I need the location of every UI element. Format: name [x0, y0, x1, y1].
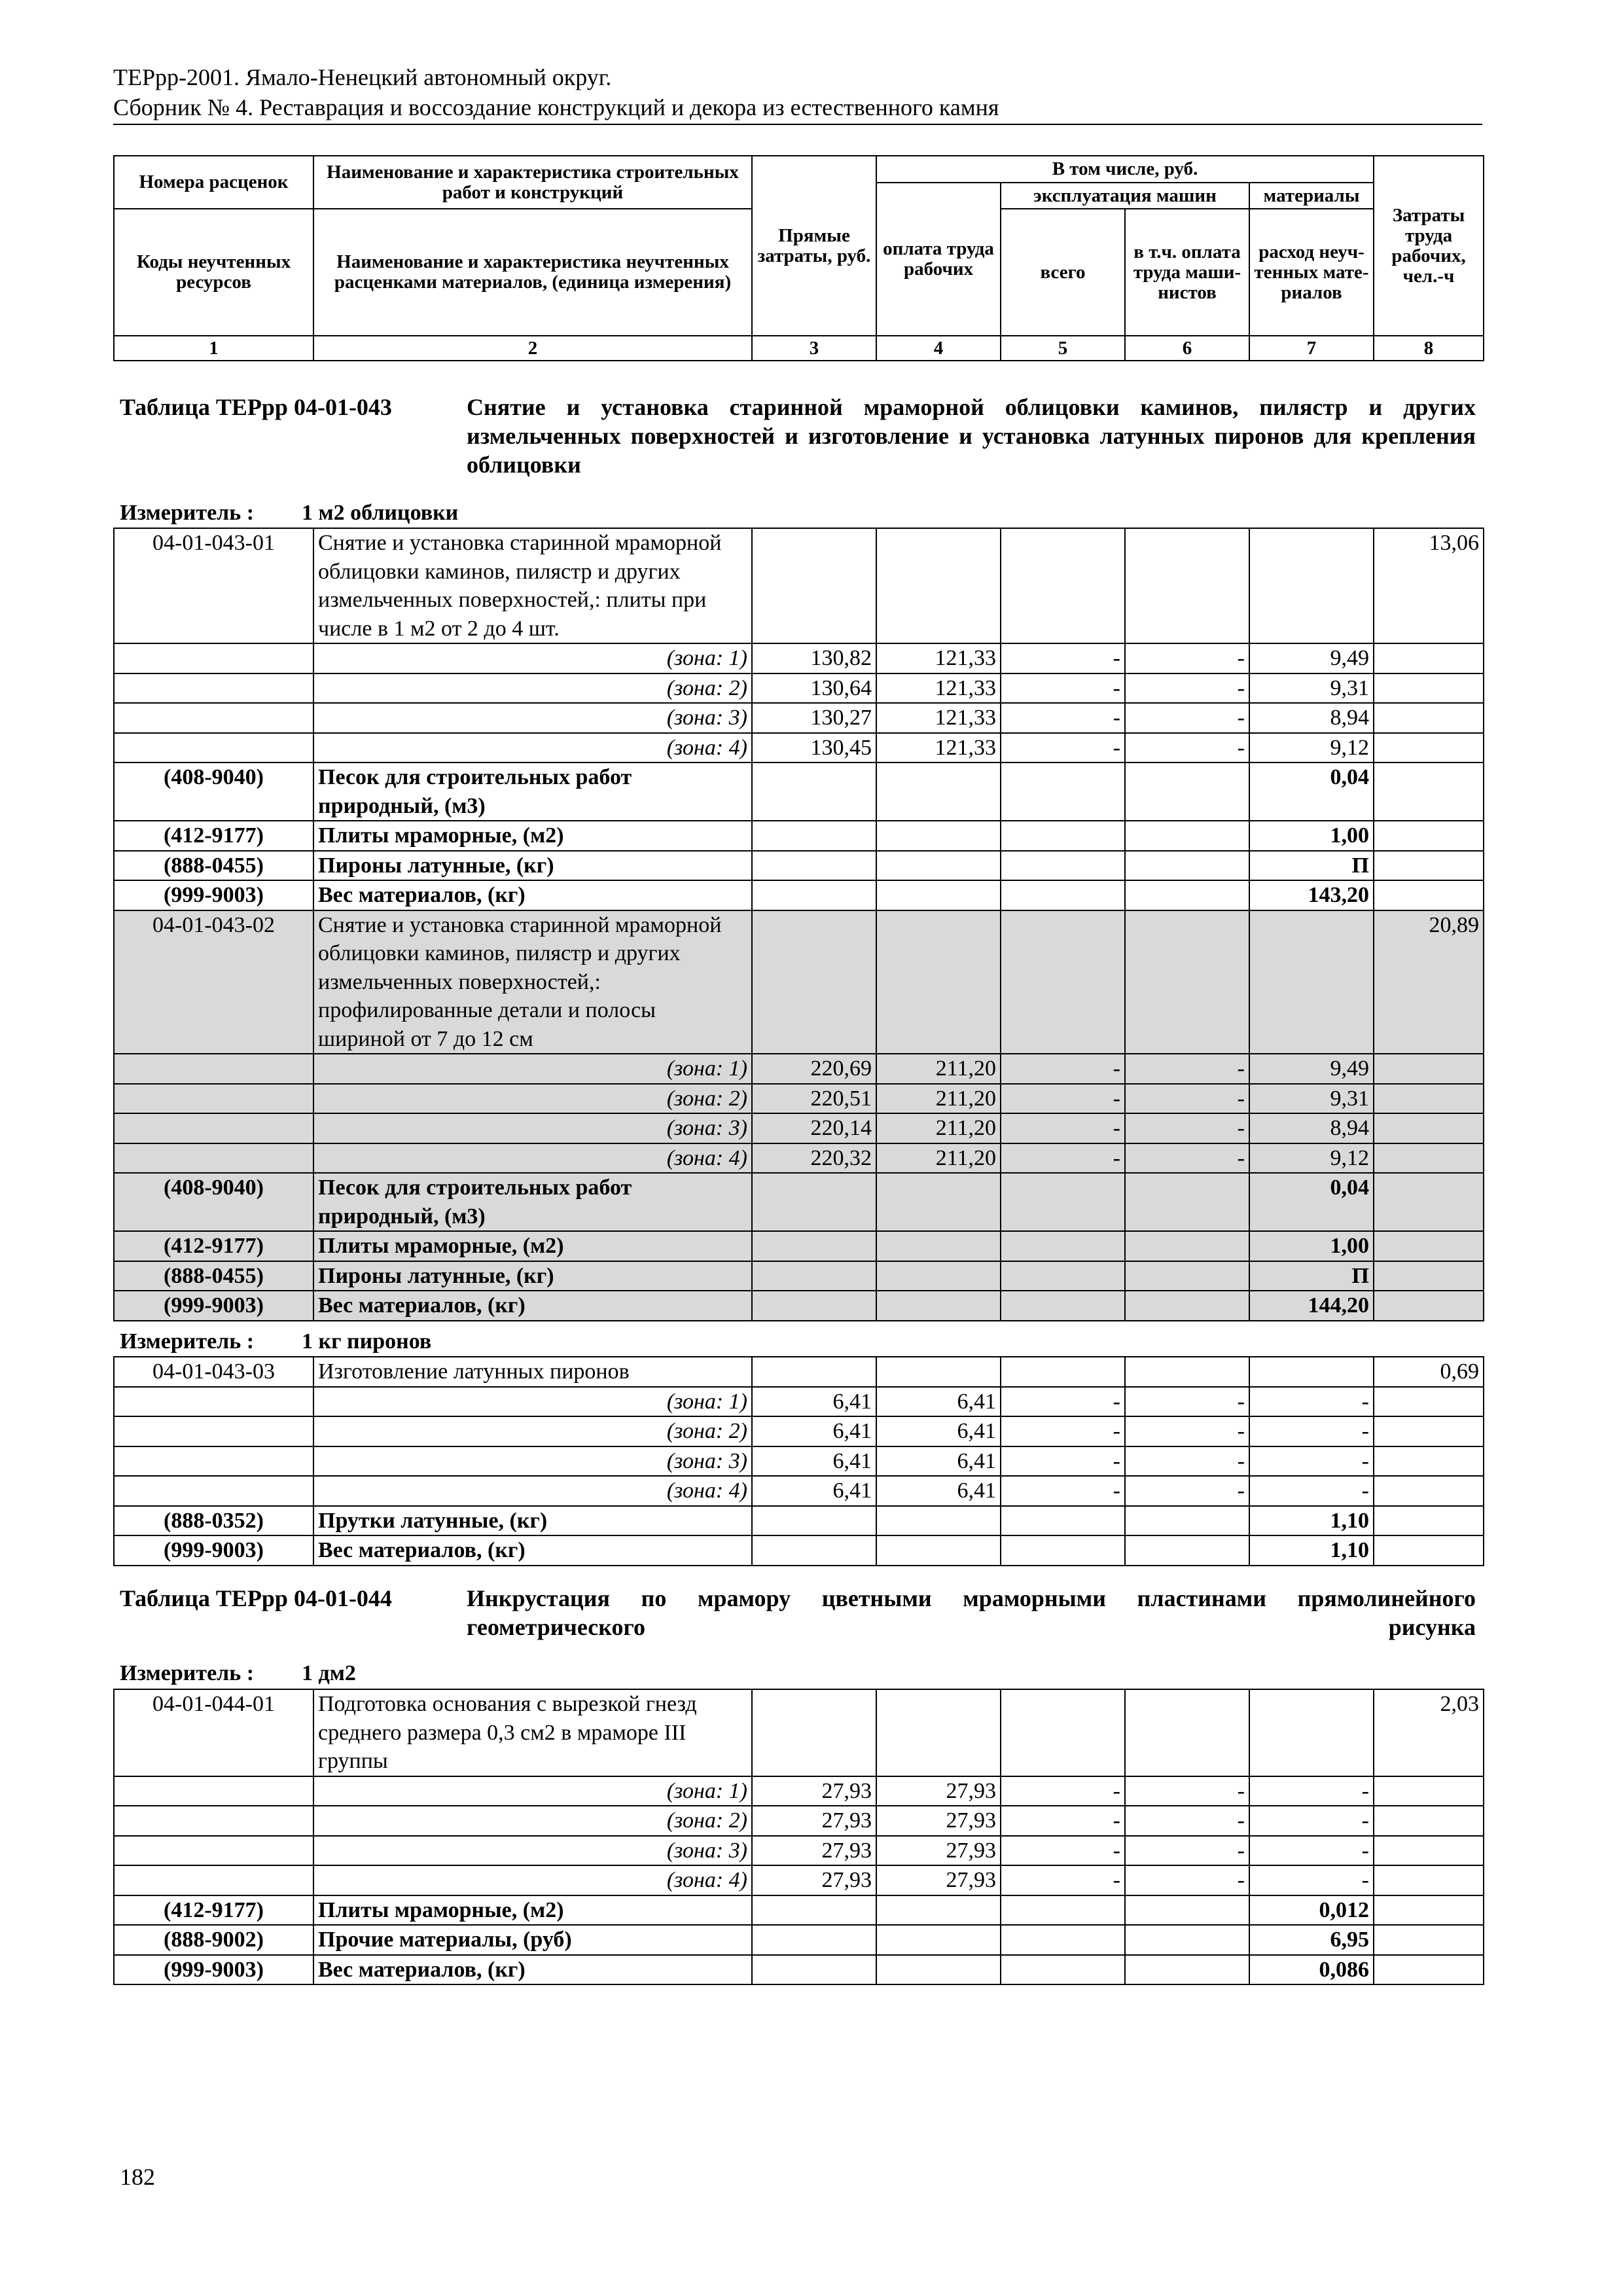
labor-pay-value: 27,93	[876, 1865, 1001, 1895]
labor-pay-value: 6,41	[876, 1446, 1001, 1477]
resource-qty: 144,20	[1249, 1291, 1374, 1321]
resource-code: (888-0352)	[114, 1506, 313, 1536]
zone-label: (зона: 1)	[313, 1387, 752, 1417]
resource-name: Вес материалов, (кг)	[313, 1535, 752, 1566]
table-label: Таблица ТЕРрр 04-01-043	[120, 394, 392, 420]
direct-costs-value: 220,32	[752, 1143, 876, 1174]
zone-label: (зона: 1)	[313, 1776, 752, 1806]
machine-total-value: -	[1001, 1113, 1125, 1143]
resource-name: Плиты мраморные, (м2)	[313, 1231, 752, 1261]
col-num: 4	[876, 336, 1001, 361]
zone-label: (зона: 4)	[313, 1865, 752, 1895]
resource-row	[114, 1261, 1484, 1291]
labor-pay-value: 27,93	[876, 1776, 1001, 1806]
measurement-unit	[120, 1329, 431, 1355]
col-num: 1	[114, 336, 313, 361]
col-incl: В том числе, руб.	[876, 156, 1374, 183]
resource-name: Вес материалов, (кг)	[313, 1291, 752, 1321]
resource-name: Прутки латунные, (кг)	[313, 1506, 752, 1536]
table-row	[114, 1446, 1484, 1477]
table-row	[114, 703, 1484, 733]
materials-value: -	[1249, 1446, 1374, 1477]
zone-label: (зона: 1)	[313, 1054, 752, 1084]
table-row	[114, 528, 1484, 643]
machine-labor-value: -	[1125, 733, 1249, 763]
resource-name: Плиты мраморные, (м2)	[313, 1895, 752, 1926]
resource-code: (412-9177)	[114, 821, 313, 851]
table-row	[114, 673, 1484, 704]
table-row	[114, 1113, 1484, 1143]
page-number: 182	[120, 2164, 155, 2190]
machine-total-value: -	[1001, 1776, 1125, 1806]
direct-costs-value: 220,51	[752, 1084, 876, 1114]
rate-code: 04-01-043-01	[114, 528, 313, 643]
materials-value: -	[1249, 1387, 1374, 1417]
direct-costs-value: 130,27	[752, 703, 876, 733]
labor-pay-value: 211,20	[876, 1143, 1001, 1174]
materials-value: -	[1249, 1416, 1374, 1446]
labor-pay-value: 6,41	[876, 1416, 1001, 1446]
rate-description: Снятие и установка старинной мраморной облицовки каминов, пилястр и других измельченных поверхностей,: профилированные детали и полосы шириной от 7 до 12 см	[313, 910, 752, 1054]
labor-pay-value: 121,33	[876, 673, 1001, 704]
resource-code: (412-9177)	[114, 1231, 313, 1261]
resource-qty: 143,20	[1249, 880, 1374, 910]
table-row	[114, 910, 1484, 1054]
materials-value: 9,31	[1249, 673, 1374, 704]
table-title-044	[120, 1584, 1476, 1641]
materials-value: -	[1249, 1836, 1374, 1866]
materials-value: -	[1249, 1865, 1374, 1895]
direct-costs-value: 6,41	[752, 1416, 876, 1446]
machine-labor-value: -	[1125, 1836, 1249, 1866]
col-materials: материалы	[1249, 183, 1374, 209]
machine-labor-value: -	[1125, 1113, 1249, 1143]
col-num: 3	[752, 336, 876, 361]
col-res-name: Наименование и характеристика неучтенных расценками материалов, (единица измерения)	[313, 209, 752, 336]
resource-row	[114, 1291, 1484, 1321]
rate-code: 04-01-043-02	[114, 910, 313, 1054]
machine-labor-value: -	[1125, 643, 1249, 673]
table-row	[114, 1689, 1484, 1776]
table-title-text: Снятие и установка старинной мраморной облицовки каминов, пилястр и других измельченных поверхностей и изготовление и установка латунных пиронов для крепления облицовки	[467, 394, 1476, 478]
resource-name: Пироны латунные, (кг)	[313, 1261, 752, 1291]
col-labor-pay: оплата труда рабочих	[876, 183, 1001, 336]
machine-total-value: -	[1001, 643, 1125, 673]
column-header-table	[113, 155, 1484, 361]
resource-row	[114, 1925, 1484, 1955]
zone-label: (зона: 2)	[313, 1806, 752, 1836]
table-row	[114, 1806, 1484, 1836]
zone-label: (зона: 4)	[313, 1143, 752, 1174]
resource-code: (999-9003)	[114, 1955, 313, 1985]
machine-labor-value: -	[1125, 1446, 1249, 1477]
table-row	[114, 1416, 1484, 1446]
resource-row	[114, 1895, 1484, 1926]
resource-row	[114, 1231, 1484, 1261]
resource-code: (999-9003)	[114, 1291, 313, 1321]
labor-pay-value: 6,41	[876, 1387, 1001, 1417]
labor-pay-value: 211,20	[876, 1084, 1001, 1114]
direct-costs-value: 220,14	[752, 1113, 876, 1143]
resource-qty: 0,04	[1249, 1173, 1374, 1231]
rate-description: Подготовка основания с вырезкой гнезд среднего размера 0,3 см2 в мраморе III группы	[313, 1689, 752, 1776]
machine-labor-value: -	[1125, 1865, 1249, 1895]
header-line-1: ТЕРрр-2001. Ямало-Ненецкий автономный округ.	[113, 64, 612, 90]
direct-costs-value: 6,41	[752, 1476, 876, 1506]
labor-costs-value: 0,69	[1374, 1357, 1484, 1387]
direct-costs-value: 27,93	[752, 1836, 876, 1866]
resource-name: Песок для строительных работ природный, (м3)	[313, 762, 752, 821]
header-rule	[113, 124, 1482, 125]
rate-description: Снятие и установка старинной мраморной облицовки каминов, пилястр и других измельченных поверхностей,: плиты при числе в 1 м2 от 2 до 4 шт.	[313, 528, 752, 643]
running-header	[113, 62, 1482, 125]
machine-labor-value: -	[1125, 1387, 1249, 1417]
resource-name: Пироны латунные, (кг)	[313, 851, 752, 881]
col-num: 2	[313, 336, 752, 361]
col-machine-total: всего	[1001, 209, 1125, 336]
resource-name: Прочие материалы, (руб)	[313, 1925, 752, 1955]
resource-code: (408-9040)	[114, 1173, 313, 1231]
table-title-text: Инкрустация по мрамору цветными мраморными пластинами прямолинейного геометрического рисунка	[467, 1585, 1476, 1640]
table-row	[114, 1476, 1484, 1506]
labor-costs-value: 20,89	[1374, 910, 1484, 1054]
materials-value: -	[1249, 1476, 1374, 1506]
resource-row	[114, 821, 1484, 851]
col-num: 8	[1374, 336, 1484, 361]
machine-total-value: -	[1001, 1416, 1125, 1446]
materials-value: -	[1249, 1776, 1374, 1806]
labor-pay-value: 121,33	[876, 733, 1001, 763]
resource-code: (999-9003)	[114, 1535, 313, 1566]
zone-label: (зона: 3)	[313, 1836, 752, 1866]
zone-label: (зона: 3)	[313, 703, 752, 733]
direct-costs-value: 6,41	[752, 1446, 876, 1477]
machine-total-value: -	[1001, 703, 1125, 733]
resource-row	[114, 1955, 1484, 1985]
table-row	[114, 1387, 1484, 1417]
labor-costs-value: 2,03	[1374, 1689, 1484, 1776]
resource-qty: 1,00	[1249, 821, 1374, 851]
resource-row	[114, 1173, 1484, 1231]
machine-total-value: -	[1001, 1836, 1125, 1866]
col-labor-costs: Затраты труда рабочих, чел.-ч	[1374, 156, 1484, 336]
col-work-name: Наименование и характеристика строительных работ и конструкций	[313, 156, 752, 209]
machine-total-value: -	[1001, 673, 1125, 704]
direct-costs-value: 27,93	[752, 1806, 876, 1836]
meter-value: 1 дм2	[302, 1661, 356, 1685]
meter-label: Измеритель :	[120, 501, 255, 525]
resource-qty: 0,04	[1249, 762, 1374, 821]
table-label: Таблица ТЕРрр 04-01-044	[120, 1585, 392, 1611]
resource-code: (412-9177)	[114, 1895, 313, 1926]
zone-label: (зона: 3)	[313, 1113, 752, 1143]
meter-label: Измеритель :	[120, 1329, 255, 1354]
col-direct-costs: Прямые затраты, руб.	[752, 156, 876, 336]
rate-description: Изготовление латунных пиронов	[313, 1357, 752, 1387]
machine-labor-value: -	[1125, 1143, 1249, 1174]
machine-total-value: -	[1001, 733, 1125, 763]
resource-qty: 1,10	[1249, 1506, 1374, 1536]
materials-value: -	[1249, 1806, 1374, 1836]
machine-labor-value: -	[1125, 1476, 1249, 1506]
table-row	[114, 1143, 1484, 1174]
table-row	[114, 1054, 1484, 1084]
header-line-2: Сборник № 4. Реставрация и воссоздание конструкций и декора из естественного камня	[113, 94, 999, 120]
resource-qty: 0,086	[1249, 1955, 1374, 1985]
rates-table-043-kg	[113, 1356, 1484, 1566]
col-num: 5	[1001, 336, 1125, 361]
machine-total-value: -	[1001, 1084, 1125, 1114]
machine-total-value: -	[1001, 1387, 1125, 1417]
machine-total-value: -	[1001, 1446, 1125, 1477]
rates-table-043-m2	[113, 528, 1484, 1321]
col-materials-use: расход неуч-тенных мате-риалов	[1249, 209, 1374, 336]
table-title-043	[120, 393, 1476, 479]
resource-name: Вес материалов, (кг)	[313, 880, 752, 910]
resource-code: (888-0455)	[114, 1261, 313, 1291]
resource-qty: 6,95	[1249, 1925, 1374, 1955]
machine-total-value: -	[1001, 1054, 1125, 1084]
rates-table-044	[113, 1689, 1484, 1985]
col-machine-labor: в т.ч. оплата труда маши-нистов	[1125, 209, 1249, 336]
resource-row	[114, 1506, 1484, 1536]
labor-pay-value: 6,41	[876, 1476, 1001, 1506]
col-num: 6	[1125, 336, 1249, 361]
materials-value: 9,12	[1249, 1143, 1374, 1174]
labor-pay-value: 211,20	[876, 1113, 1001, 1143]
resource-name: Плиты мраморные, (м2)	[313, 821, 752, 851]
resource-qty: 1,10	[1249, 1535, 1374, 1566]
resource-qty: 0,012	[1249, 1895, 1374, 1926]
labor-pay-value: 27,93	[876, 1806, 1001, 1836]
machine-labor-value: -	[1125, 1806, 1249, 1836]
resource-code: (999-9003)	[114, 880, 313, 910]
machine-labor-value: -	[1125, 703, 1249, 733]
direct-costs-value: 27,93	[752, 1865, 876, 1895]
zone-label: (зона: 3)	[313, 1446, 752, 1477]
materials-value: 9,49	[1249, 1054, 1374, 1084]
resource-qty: П	[1249, 1261, 1374, 1291]
table-row	[114, 1865, 1484, 1895]
labor-pay-value: 121,33	[876, 703, 1001, 733]
table-row	[114, 1084, 1484, 1114]
resource-name: Песок для строительных работ природный, (м3)	[313, 1173, 752, 1231]
materials-value: 8,94	[1249, 703, 1374, 733]
materials-value: 9,12	[1249, 733, 1374, 763]
resource-row	[114, 851, 1484, 881]
materials-value: 8,94	[1249, 1113, 1374, 1143]
measurement-unit	[120, 1660, 356, 1687]
zone-label: (зона: 1)	[313, 643, 752, 673]
direct-costs-value: 6,41	[752, 1387, 876, 1417]
resource-qty: 1,00	[1249, 1231, 1374, 1261]
direct-costs-value: 130,82	[752, 643, 876, 673]
machine-total-value: -	[1001, 1476, 1125, 1506]
direct-costs-value: 130,45	[752, 733, 876, 763]
table-row	[114, 1776, 1484, 1806]
machine-labor-value: -	[1125, 1084, 1249, 1114]
direct-costs-value: 27,93	[752, 1776, 876, 1806]
machine-total-value: -	[1001, 1806, 1125, 1836]
zone-label: (зона: 2)	[313, 1416, 752, 1446]
machine-total-value: -	[1001, 1143, 1125, 1174]
labor-pay-value: 27,93	[876, 1836, 1001, 1866]
rate-code: 04-01-044-01	[114, 1689, 313, 1776]
table-row	[114, 1836, 1484, 1866]
materials-value: 9,49	[1249, 643, 1374, 673]
rate-code: 04-01-043-03	[114, 1357, 313, 1387]
zone-label: (зона: 4)	[313, 733, 752, 763]
measurement-unit	[120, 500, 458, 526]
table-row	[114, 1357, 1484, 1387]
col-res-codes: Коды неучтенных ресурсов	[114, 209, 313, 336]
zone-label: (зона: 4)	[313, 1476, 752, 1506]
table-row	[114, 643, 1484, 673]
direct-costs-value: 130,64	[752, 673, 876, 704]
machine-labor-value: -	[1125, 1054, 1249, 1084]
materials-value: 9,31	[1249, 1084, 1374, 1114]
col-machine-op: эксплуатация машин	[1001, 183, 1249, 209]
meter-value: 1 м2 облицовки	[302, 501, 459, 525]
meter-value: 1 кг пиронов	[302, 1329, 432, 1354]
meter-label: Измеритель :	[120, 1661, 255, 1685]
labor-pay-value: 121,33	[876, 643, 1001, 673]
zone-label: (зона: 2)	[313, 673, 752, 704]
col-num: 7	[1249, 336, 1374, 361]
labor-costs-value: 13,06	[1374, 528, 1484, 643]
resource-row	[114, 1535, 1484, 1566]
resource-qty: П	[1249, 851, 1374, 881]
machine-labor-value: -	[1125, 1416, 1249, 1446]
machine-labor-value: -	[1125, 673, 1249, 704]
table-row	[114, 733, 1484, 763]
resource-row	[114, 880, 1484, 910]
machine-total-value: -	[1001, 1865, 1125, 1895]
resource-name: Вес материалов, (кг)	[313, 1955, 752, 1985]
resource-code: (408-9040)	[114, 762, 313, 821]
col-rate-number: Номера расценок	[114, 156, 313, 209]
resource-code: (888-9002)	[114, 1925, 313, 1955]
resource-code: (888-0455)	[114, 851, 313, 881]
zone-label: (зона: 2)	[313, 1084, 752, 1114]
machine-labor-value: -	[1125, 1776, 1249, 1806]
resource-row	[114, 762, 1484, 821]
direct-costs-value: 220,69	[752, 1054, 876, 1084]
labor-pay-value: 211,20	[876, 1054, 1001, 1084]
